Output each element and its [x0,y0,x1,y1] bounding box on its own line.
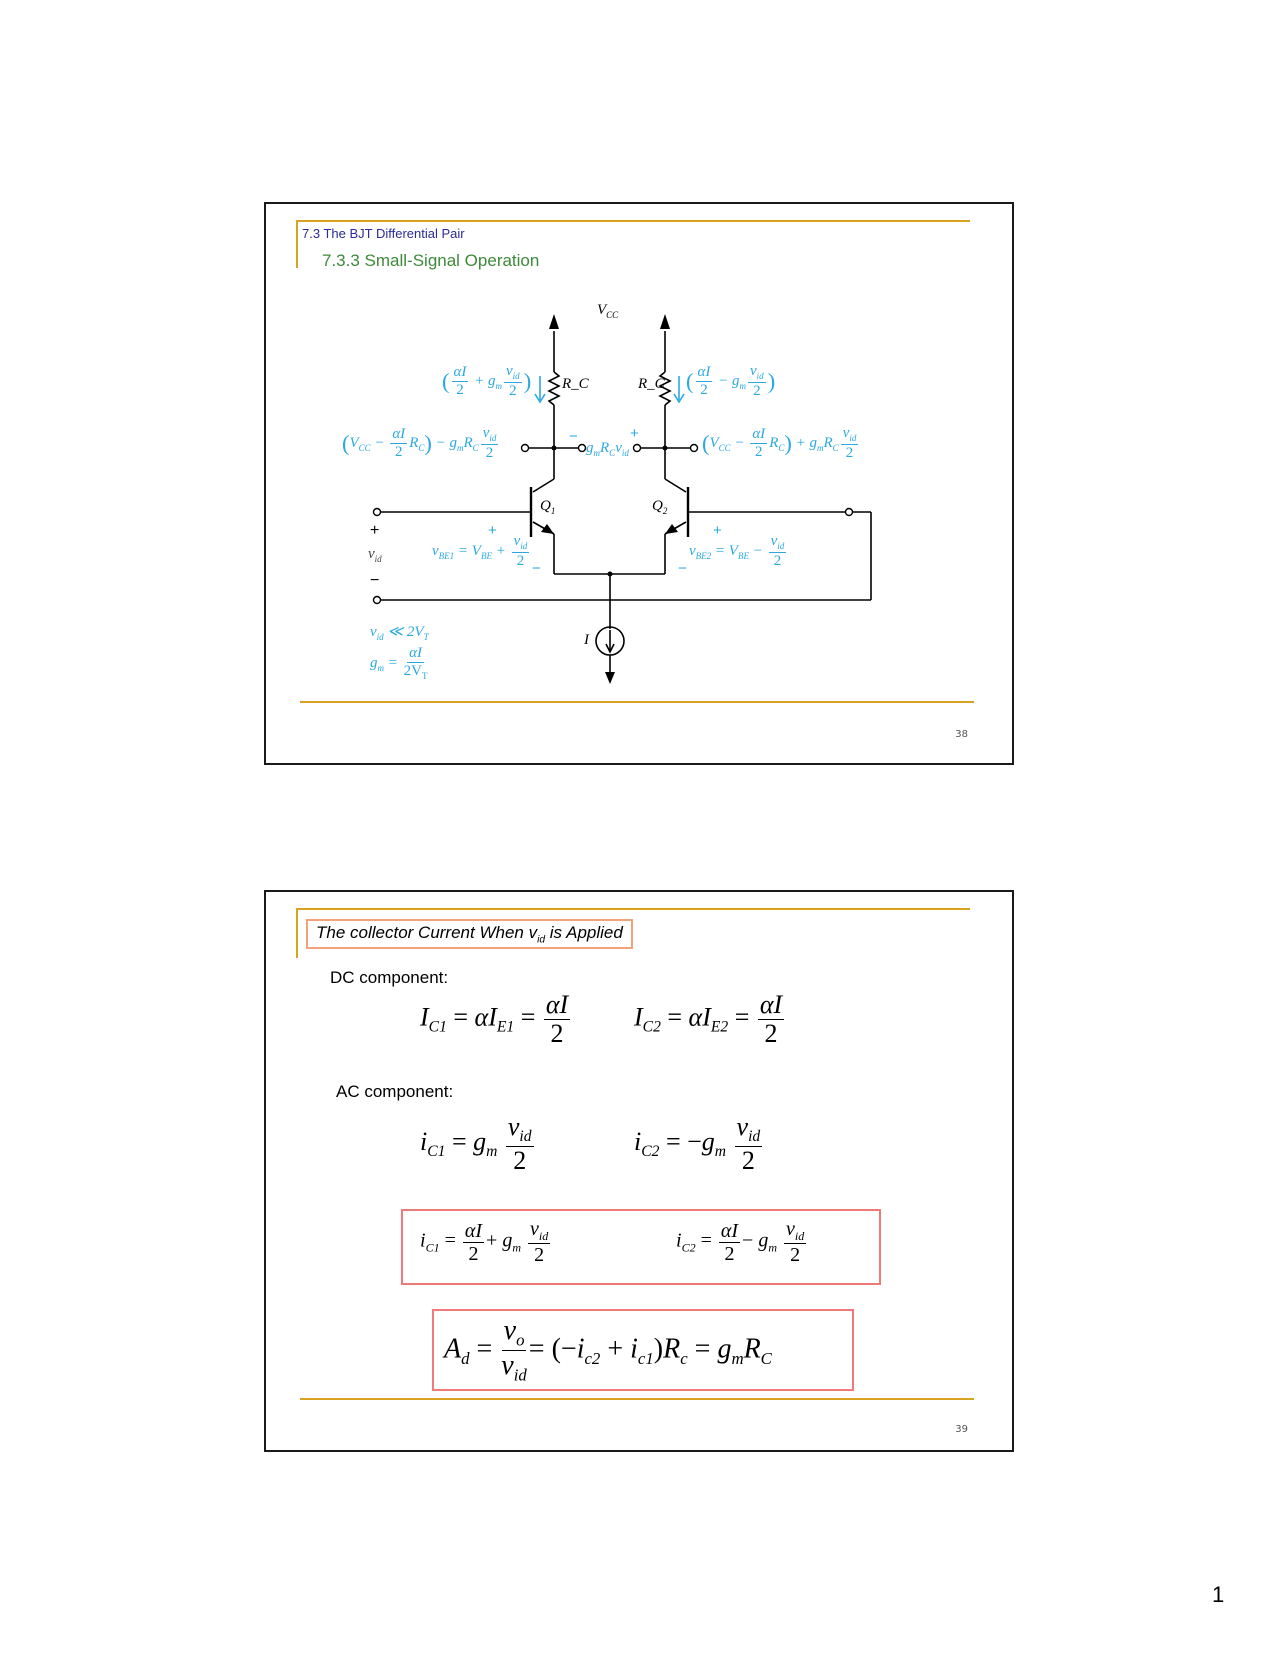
dc-equation-1: $I_{C1} = \alpha I_{E1}$ = $\frac{\alpha I}{2}$ [420,990,569,1048]
current-source-label: I [584,632,589,648]
total-equation-1: $i_{C1}$ = $\frac{\alpha I}{2}$ + $g_m$ $\frac{v_{id}}{2}$ [420,1218,549,1266]
input-minus: − [370,572,380,589]
output-plus-sign: + [630,425,639,442]
vbe2-equation: $v_{BE2} = V_{BE}$ − $\frac{v_{id}}{2}$ [689,533,785,569]
ac-equation-2: $i_{C2} = -g_m$ $\frac{v_{id}}{2}$ [634,1112,761,1175]
vcc-label: $V_{CC}$ [597,302,619,320]
vbe1-minus: − [532,560,541,577]
slide-number: 39 [955,1424,968,1435]
ac-component-label: AC component: [336,1082,454,1101]
title-text-end: is Applied [545,923,623,942]
title-text: The collector Current When v [316,923,538,942]
slide-title: 7.3.3 Small-Signal Operation [322,251,540,270]
differential-output-voltage: $g_mR_Cv_{id}$ [586,440,629,458]
footer-rule [300,701,974,703]
small-signal-condition: $v_{id}$ ≪ $2V_T$ [370,624,429,642]
slide-38 [264,202,1014,765]
left-collector-current: ( $\frac{\alpha I}{2}$ + $g_m$ $\frac{v_{id}}{2}$ ) [442,363,532,399]
gm-definition: $g_m$ = $\frac{\alpha I}{2V_T}$ [370,645,428,681]
q1-label: $Q_1$ [540,498,556,516]
left-rc-label: R_C [562,376,589,392]
vbe2-minus: − [678,560,687,577]
slide-title [306,919,633,949]
section-heading: 7.3 The BJT Differential Pair [302,226,465,241]
footer-rule [300,1398,974,1400]
dc-equation-2: $I_{C2} = \alpha I_{E2}$ = $\frac{\alpha I}{2}$ [634,990,783,1048]
differential-gain-equation: $A_d$ = $\frac{v_o}{v_{id}}$ = $(-i_{c2} + i_{c1})R_c = g_mR_C$ [444,1315,772,1385]
slide-39 [264,890,1014,1452]
vbe1-plus: + [488,522,497,539]
ac-equation-1: $i_{C1} = g_m$ $\frac{v_{id}}{2}$ [420,1112,532,1175]
vbe1-equation: $v_{BE1} = V_{BE}$ + $\frac{v_{id}}{2}$ [432,533,528,569]
header-rule [296,908,970,910]
dc-component-label: DC component: [330,968,449,987]
right-collector-current: ( $\frac{\alpha I}{2}$ − $g_m$ $\frac{v_{id}}{2}$ ) [686,363,776,399]
input-plus: + [370,522,380,539]
output-minus-sign: − [569,428,578,445]
header-accent-bar [296,908,298,958]
total-equation-2: $i_{C2}$ = $\frac{\alpha I}{2}$ − $g_m$ $\frac{v_{id}}{2}$ [676,1218,805,1266]
page-number: 1 [1212,1582,1225,1607]
vbe2-plus: + [713,522,722,539]
right-output-voltage: ($V_{CC}$ − $\frac{\alpha I}{2}$ $R_C) + g_mR_C$ $\frac{v_{id}}{2}$ [702,425,857,461]
right-rc-label: R_C [638,376,665,392]
title-subscript: id [537,934,546,946]
slide-number: 38 [955,729,968,740]
input-vid-label: $v_{id}$ [368,546,382,564]
q2-label: $Q_2$ [652,498,668,516]
left-output-voltage: ($V_{CC}$ − $\frac{\alpha I}{2}$ $R_C) - g_mR_C$ $\frac{v_{id}}{2}$ [342,425,497,461]
